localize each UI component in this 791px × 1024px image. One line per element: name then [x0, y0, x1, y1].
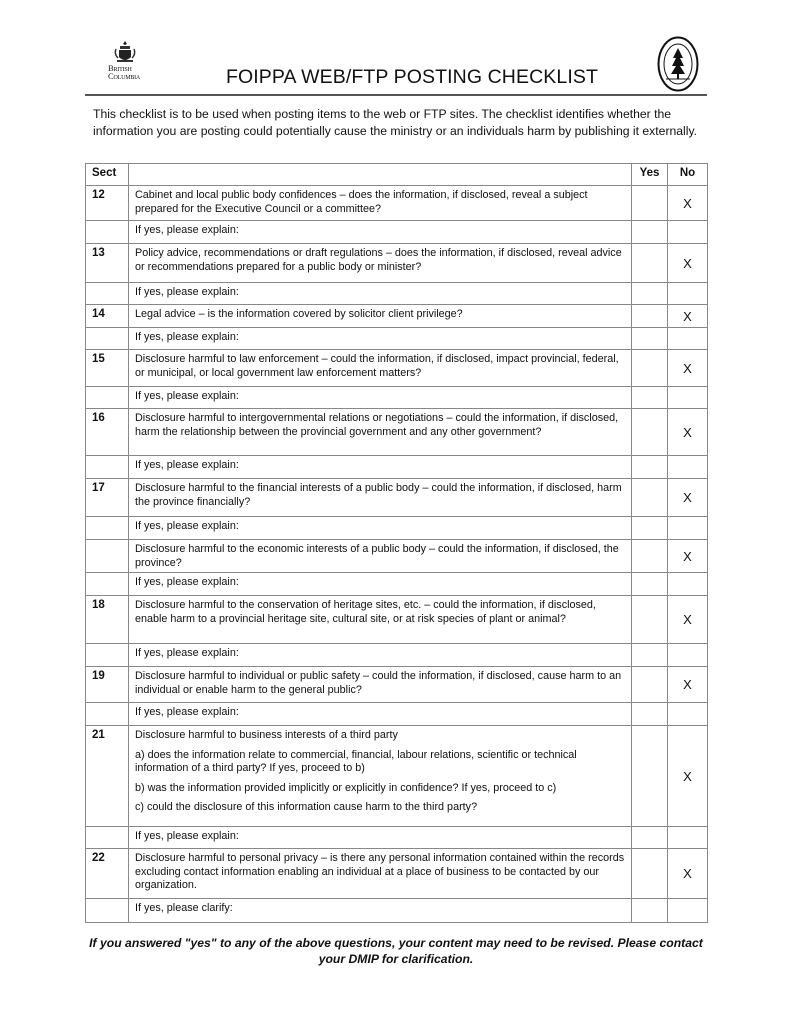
explain-row: [86, 387, 708, 409]
question-text: b) was the information provided implicitly or explicitly in confidence? If yes, proceed to c): [135, 781, 557, 794]
question-cell: [129, 726, 632, 827]
question-text: Disclosure harmful to intergovernmental relations or negotiations – could the information, if disclosed, harm the relationship between the provincial government and any other government?: [135, 412, 619, 438]
question-text: Disclosure harmful to the financial interests of a public body – could the information, if disclosed, harm the province financially?: [135, 482, 622, 508]
empty-no-cell: [668, 221, 708, 244]
question-cell: [129, 305, 632, 328]
empty-no-cell: [668, 456, 708, 479]
table-header-row: [86, 164, 708, 186]
empty-sect-cell: [86, 456, 129, 479]
page-title: FOIPPA WEB/FTP POSTING CHECKLIST: [226, 66, 598, 88]
explain-field[interactable]: If yes, please explain:: [129, 283, 632, 305]
empty-yes-cell: [632, 283, 668, 305]
empty-yes-cell: [632, 899, 668, 923]
empty-sect-cell: [86, 328, 129, 350]
empty-yes-cell: [632, 644, 668, 667]
no-checkbox-cell[interactable]: X: [668, 409, 708, 456]
logo-line-1: British: [108, 63, 132, 73]
question-cell: [129, 409, 632, 456]
header-question: [129, 164, 632, 186]
no-checkbox-cell[interactable]: X: [668, 186, 708, 221]
empty-yes-cell: [632, 827, 668, 849]
empty-sect-cell: [86, 573, 129, 596]
question-text: a) does the information relate to commercial, financial, labour relations, scientific or technical information of a third party? If yes, proceed to b): [135, 748, 577, 774]
question-cell: [129, 596, 632, 644]
yes-checkbox-cell[interactable]: [632, 350, 668, 387]
empty-yes-cell: [632, 328, 668, 350]
question-row: [86, 186, 708, 221]
question-cell: [129, 849, 632, 899]
empty-no-cell: [668, 703, 708, 726]
question-text: c) could the disclosure of this information cause harm to the third party?: [135, 801, 478, 813]
explain-row: [86, 827, 708, 849]
question-text: Disclosure harmful to law enforcement – could the information, if disclosed, impact provincial, federal, or municipal, or local government law enforcement matters?: [135, 353, 619, 379]
no-checkbox-cell[interactable]: X: [668, 479, 708, 517]
yes-checkbox-cell[interactable]: [632, 186, 668, 221]
question-cell: [129, 667, 632, 703]
question-row: [86, 305, 708, 328]
question-cell: [129, 540, 632, 573]
forest-service-seal-icon: [657, 36, 699, 92]
question-cell: [129, 186, 632, 221]
empty-sect-cell: [86, 703, 129, 726]
empty-yes-cell: [632, 221, 668, 244]
no-checkbox-cell[interactable]: X: [668, 540, 708, 573]
empty-sect-cell: [86, 283, 129, 305]
question-row: [86, 350, 708, 387]
empty-yes-cell: [632, 517, 668, 540]
yes-checkbox-cell[interactable]: [632, 540, 668, 573]
bc-logo-text: [108, 64, 148, 80]
empty-sect-cell: [86, 827, 129, 849]
question-row: [86, 667, 708, 703]
no-checkbox-cell[interactable]: X: [668, 667, 708, 703]
empty-no-cell: [668, 899, 708, 923]
section-number: 22: [86, 849, 129, 899]
empty-no-cell: [668, 644, 708, 667]
no-checkbox-cell[interactable]: X: [668, 596, 708, 644]
empty-yes-cell: [632, 387, 668, 409]
yes-checkbox-cell[interactable]: [632, 726, 668, 827]
no-checkbox-cell[interactable]: X: [668, 849, 708, 899]
yes-checkbox-cell[interactable]: [632, 244, 668, 283]
yes-checkbox-cell[interactable]: [632, 596, 668, 644]
section-number: 17: [86, 479, 129, 517]
section-number: 18: [86, 596, 129, 644]
bc-government-logo: [108, 40, 148, 80]
empty-no-cell: [668, 328, 708, 350]
no-checkbox-cell[interactable]: X: [668, 726, 708, 827]
empty-no-cell: [668, 283, 708, 305]
no-checkbox-cell[interactable]: X: [668, 350, 708, 387]
empty-sect-cell: [86, 644, 129, 667]
question-text: Cabinet and local public body confidences – does the information, if disclosed, reveal a subject prepared for the Executive Council or a committee?: [135, 189, 588, 215]
question-row: [86, 409, 708, 456]
section-number: 12: [86, 186, 129, 221]
question-text: Disclosure harmful to the conservation of heritage sites, etc. – could the information, if disclosed, enable harm to a provincial heritage site, cultural site, or at risk species of plant or animal?: [135, 599, 596, 625]
empty-yes-cell: [632, 573, 668, 596]
explain-row: [86, 221, 708, 244]
explain-field[interactable]: If yes, please explain:: [129, 827, 632, 849]
question-row: [86, 244, 708, 283]
empty-no-cell: [668, 517, 708, 540]
question-cell: [129, 350, 632, 387]
question-text: Disclosure harmful to individual or public safety – could the information, if disclosed, cause harm to an individual or enable harm to the general public?: [135, 670, 622, 696]
question-row: [86, 479, 708, 517]
logo-line-2: Columbia: [108, 71, 141, 81]
yes-checkbox-cell[interactable]: [632, 849, 668, 899]
empty-no-cell: [668, 827, 708, 849]
yes-checkbox-cell[interactable]: [632, 479, 668, 517]
question-cell: [129, 244, 632, 283]
explain-field[interactable]: If yes, please explain:: [129, 573, 632, 596]
footer-note: If you answered "yes" to any of the above questions, your content may need to be revised. Please contact your DMIP for clarification.: [89, 936, 703, 966]
question-cell: [129, 479, 632, 517]
empty-no-cell: [668, 387, 708, 409]
section-number: 14: [86, 305, 129, 328]
question-text: Legal advice – is the information covered by solicitor client privilege?: [135, 308, 463, 320]
question-row: [86, 596, 708, 644]
explain-field[interactable]: If yes, please explain:: [129, 644, 632, 667]
empty-sect-cell: [86, 517, 129, 540]
bc-crest-icon: [114, 40, 136, 64]
no-checkbox-cell[interactable]: X: [668, 244, 708, 283]
section-number: 13: [86, 244, 129, 283]
explain-row: [86, 328, 708, 350]
explain-row: [86, 899, 708, 923]
header-sect: Sect: [86, 164, 129, 186]
section-number: [86, 540, 129, 573]
yes-checkbox-cell[interactable]: [632, 305, 668, 328]
section-number: 16: [86, 409, 129, 456]
no-checkbox-cell[interactable]: X: [668, 305, 708, 328]
explain-row: [86, 517, 708, 540]
empty-yes-cell: [632, 703, 668, 726]
header-no: No: [668, 164, 708, 186]
empty-sect-cell: [86, 899, 129, 923]
question-row: [86, 849, 708, 899]
explain-row: [86, 644, 708, 667]
explain-field[interactable]: If yes, please explain:: [129, 387, 632, 409]
checklist-table: [85, 163, 708, 923]
explain-field[interactable]: If yes, please explain:: [129, 328, 632, 350]
explain-field[interactable]: If yes, please explain:: [129, 517, 632, 540]
empty-no-cell: [668, 573, 708, 596]
yes-checkbox-cell[interactable]: [632, 667, 668, 703]
section-number: 15: [86, 350, 129, 387]
explain-row: [86, 703, 708, 726]
question-text: Disclosure harmful to the economic interests of a public body – could the information, if disclosed, the province?: [135, 543, 619, 569]
explain-field[interactable]: If yes, please explain:: [129, 221, 632, 244]
question-text: Policy advice, recommendations or draft regulations – does the information, if disclosed, reveal advice or recommendations prepared for a public body or minister?: [135, 247, 622, 273]
header-divider: [85, 94, 707, 96]
explain-row: [86, 573, 708, 596]
question-text: Disclosure harmful to personal privacy – is there any personal information contained within the records excluding contact information enabling an individual at a place of business to be contacted by our organization.: [135, 852, 625, 891]
section-number: 21: [86, 726, 129, 827]
yes-checkbox-cell[interactable]: [632, 409, 668, 456]
empty-sect-cell: [86, 387, 129, 409]
question-row: [86, 726, 708, 827]
empty-sect-cell: [86, 221, 129, 244]
question-row: [86, 540, 708, 573]
section-number: 19: [86, 667, 129, 703]
header-yes: Yes: [632, 164, 668, 186]
empty-yes-cell: [632, 456, 668, 479]
explain-field[interactable]: If yes, please explain:: [129, 703, 632, 726]
explain-row: [86, 283, 708, 305]
explain-field[interactable]: If yes, please clarify:: [129, 899, 632, 923]
question-text: Disclosure harmful to business interests of a third party: [135, 729, 398, 741]
explain-field[interactable]: If yes, please explain:: [129, 456, 632, 479]
intro-paragraph: This checklist is to be used when posting items to the web or FTP sites. The checklist identifies whether the information you are posting could potentially cause the ministry or an individuals harm by publishing it externally.: [93, 107, 698, 138]
explain-row: [86, 456, 708, 479]
